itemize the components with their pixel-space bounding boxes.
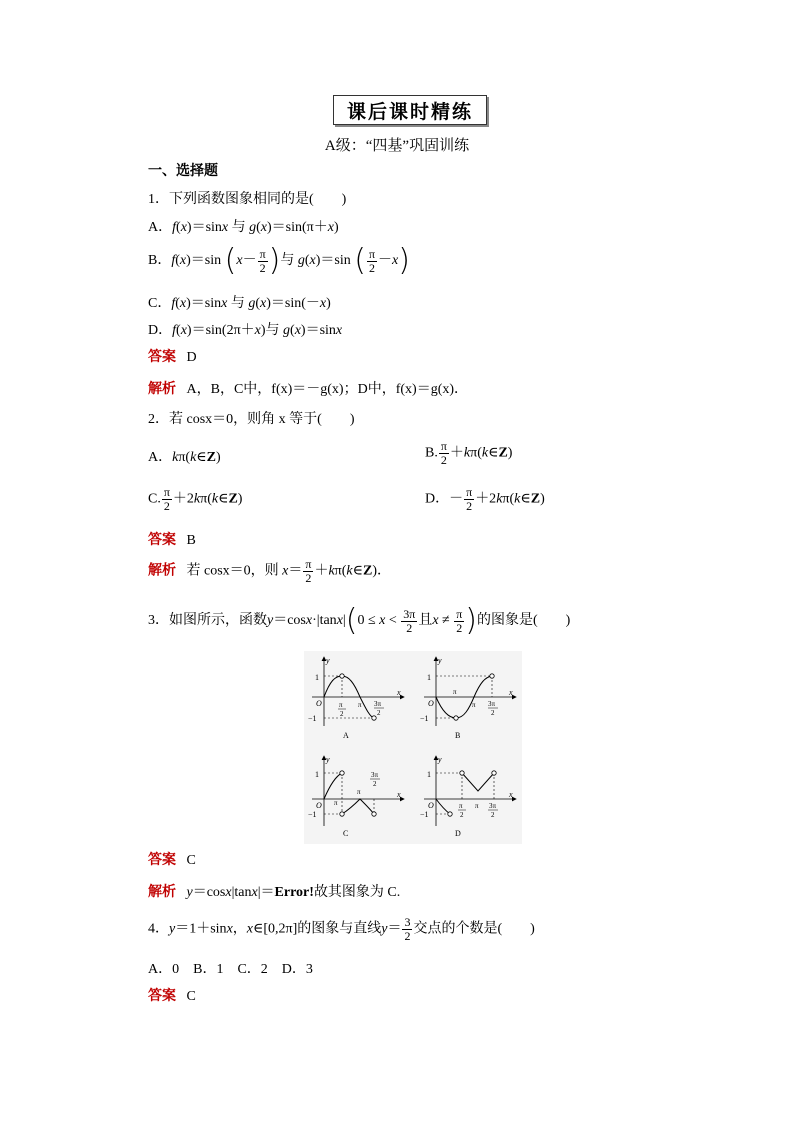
q1-option-d: D．f(x)＝sin(2π＋x)与 g(x)＝sinx: [148, 323, 343, 338]
q3-analysis-suffix: 故其图象为 C.: [313, 885, 401, 900]
q1-answer-row: [148, 346, 197, 366]
q3-answer: C: [186, 853, 196, 868]
origin-label: O: [316, 699, 322, 708]
half-pi-label: π: [453, 688, 457, 696]
graph-panel-a: [308, 656, 404, 740]
q3-analysis-mid: ＝: [260, 885, 275, 900]
q3-stem: 3．如图所示，函数y＝cosx·|tanx|(0 ≤ x < $\frac{3\pi}{2}$ 且x ≠ $\frac{\pi}{2}$ )的图象是( ): [148, 603, 571, 638]
tick-neg-one: −1: [420, 810, 429, 819]
axis-y-label: y: [326, 656, 330, 665]
q2-option-c: C. $\frac{\pi}{2}$ ＋2kπ(k∈Z): [148, 485, 243, 513]
q1-option-a: A．f(x)＝sinx 与 g(x)＝sin(π＋x): [148, 220, 339, 235]
page-title: 课后课时精练: [333, 95, 487, 125]
three-half-pi-den: 2: [491, 811, 495, 819]
q1-option-b-letter: B．: [148, 253, 172, 269]
origin-label: O: [316, 801, 322, 810]
half-pi-label: π: [339, 701, 343, 709]
answer-label: 答案: [148, 988, 176, 1004]
axis-x-label: x: [509, 688, 513, 697]
three-half-pi-den: 2: [377, 709, 381, 717]
tick-neg-one: −1: [420, 714, 429, 723]
axis-x-label: x: [397, 688, 401, 697]
half-pi-label: π: [459, 802, 463, 810]
page-subtitle: A级：“四基”巩固训练: [324, 138, 470, 154]
q2-stem: 2．若 cosx＝0，则角 x 等于( ): [148, 412, 355, 427]
q3-stem-suffix: 的图象是( ): [477, 613, 571, 629]
origin-label: O: [428, 699, 434, 708]
q2-analysis-prefix: 若 cosx＝0，则: [186, 563, 279, 579]
q3-figure: [304, 651, 522, 844]
q2-option-b: B. $\frac{\pi}{2}$ ＋kπ(k∈Z): [425, 439, 513, 467]
half-pi-den: 2: [460, 811, 464, 819]
three-half-pi-label: 3π: [374, 700, 382, 708]
three-half-pi-label: 3π: [489, 802, 497, 810]
q4-options: A．0 B．1 C．2 D．3: [148, 962, 313, 977]
q1-analysis: A，B，C中，f(x)＝－g(x)；D中，f(x)＝g(x)．: [186, 382, 469, 397]
panel-label-b: B: [455, 731, 461, 740]
q3-graph-panels: [304, 651, 522, 844]
q1-analysis-row: [148, 378, 468, 398]
answer-label: 答案: [148, 852, 176, 868]
q3-analysis-row: 解析 y＝cosx|tanx|＝Error!故其图象为 C.: [148, 884, 401, 900]
analysis-label: 解析: [148, 562, 176, 579]
half-pi-label: π: [334, 799, 338, 807]
axis-y-label: y: [438, 755, 442, 764]
axis-x-label: x: [397, 790, 401, 799]
q4-answer: C: [186, 989, 196, 1004]
q1-option-c: C．f(x)＝sinx 与 g(x)＝sin(－x): [148, 296, 331, 311]
panel-label-a: A: [343, 731, 349, 740]
analysis-label: 解析: [148, 884, 176, 900]
tick-one: 1: [315, 673, 319, 682]
q1-option-a-letter: A．: [148, 220, 173, 235]
tick-one: 1: [427, 770, 431, 779]
q3-answer-row: [148, 849, 196, 869]
tick-neg-one: −1: [308, 714, 317, 723]
q3-stem-prefix: 3．如图所示，函数: [148, 613, 267, 629]
axis-y-label: y: [438, 656, 442, 665]
half-pi-den: 2: [340, 710, 344, 718]
panel-label-c: C: [343, 829, 349, 838]
graph-panel-b: [420, 656, 516, 740]
axis-x-label: x: [509, 790, 513, 799]
graph-panel-d: [420, 755, 516, 838]
pi-label: π: [357, 788, 361, 796]
q2-option-d: D．－ $\frac{\pi}{2}$ ＋2kπ(k∈Z): [425, 485, 545, 513]
analysis-label: 解析: [148, 381, 176, 397]
tick-one: 1: [315, 770, 319, 779]
pi-label: π: [358, 701, 362, 709]
q4-stem: 4．y＝1＋sinx，x∈[0,2π]的图象与直线y＝ $\frac{3}{2}$ 交点的个数是( ): [148, 915, 535, 943]
panel-label-d: D: [455, 829, 461, 838]
pi-label: π: [475, 802, 479, 810]
q1-option-c-letter: C．: [148, 296, 172, 311]
three-half-pi-label: 3π: [371, 771, 379, 779]
q4-stem-suffix: 交点的个数是( ): [413, 921, 535, 937]
axis-y-label: y: [326, 755, 330, 764]
q2-answer-row: [148, 529, 196, 549]
q1-stem: 1．下列函数图象相同的是( ): [148, 192, 347, 207]
q2-option-a: A．kπ(k∈Z): [148, 450, 221, 465]
three-half-pi-den: 2: [491, 709, 495, 717]
q1-option-d-letter: D．: [148, 323, 173, 338]
origin-label: O: [428, 801, 434, 810]
answer-label: 答案: [148, 349, 176, 365]
tick-one: 1: [427, 673, 431, 682]
three-half-pi-den: 2: [373, 780, 377, 788]
q2-answer: B: [186, 533, 196, 548]
pi-label: π: [472, 701, 476, 709]
answer-label: 答案: [148, 532, 176, 548]
section-heading: 一、选择题: [148, 163, 218, 179]
graph-panel-c: [308, 755, 404, 838]
q1-answer: D: [186, 350, 197, 365]
q1-option-b: B．f(x)＝sin (x－ $\frac{\pi}{2}$ )与 g(x)＝sin ( $\frac{\pi}{2}$ －x): [148, 243, 410, 278]
three-half-pi-label: 3π: [488, 700, 496, 708]
tick-neg-one: −1: [308, 810, 317, 819]
q2-analysis-row: 解析 若 cosx＝0，则 x＝ $\frac{\pi}{2}$ ＋kπ(k∈Z)．: [148, 557, 392, 585]
q3-analysis-error: Error!: [274, 885, 314, 900]
q4-answer-row: [148, 985, 196, 1005]
